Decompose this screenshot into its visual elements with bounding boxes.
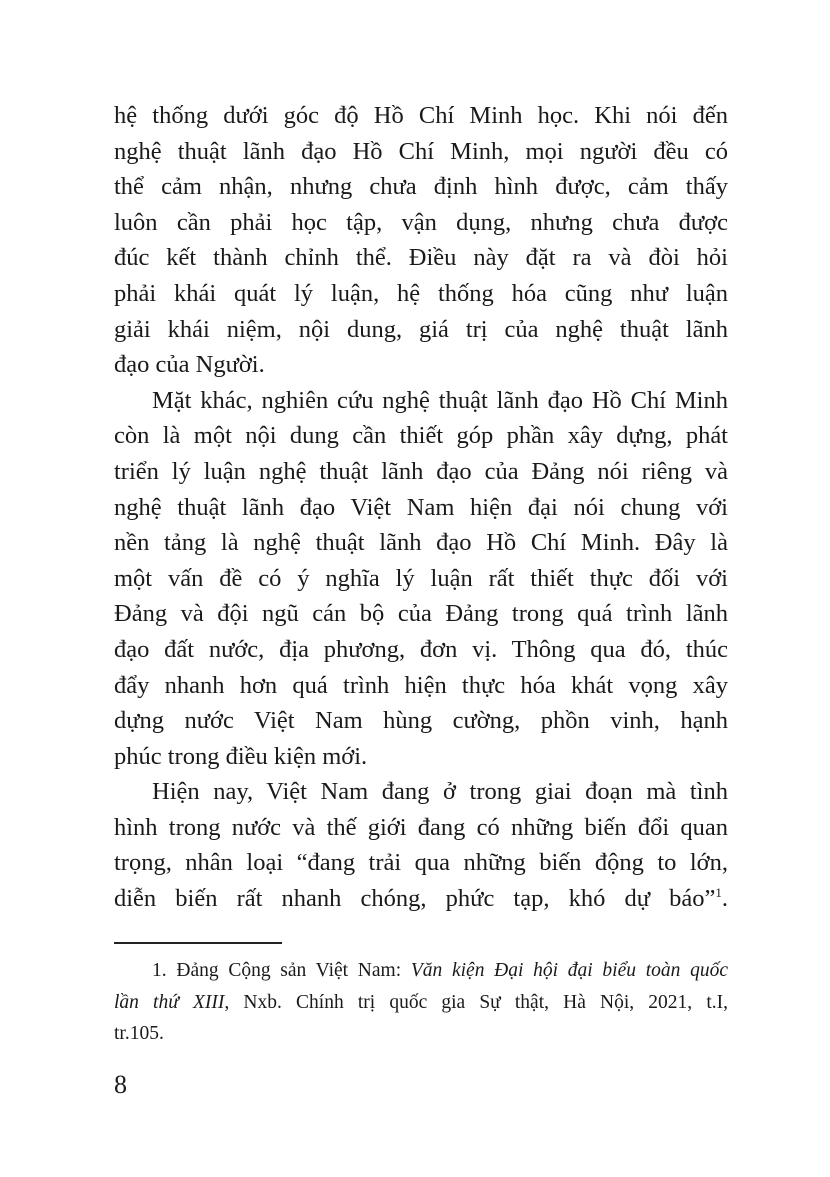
text-line: đúc kết thành chỉnh thể. Điều này đặt ra và đòi hỏi <box>114 244 728 272</box>
text-line <box>114 881 728 917</box>
footnote <box>114 955 728 1050</box>
text-line: triển lý luận nghệ thuật lãnh đạo của Đảng nói riêng và <box>114 457 728 485</box>
text-line: luôn cần phải học tập, vận dụng, nhưng chưa được <box>114 208 728 236</box>
footnote-author: Đảng Cộng sản Việt Nam: <box>176 960 402 981</box>
footnote-number: 1. <box>152 960 167 981</box>
footnote-line <box>114 955 728 987</box>
text-line: hệ thống dưới góc độ Hồ Chí Minh học. Khi nói đến <box>114 102 728 129</box>
page-number: 8 <box>114 1070 127 1099</box>
text-line: nghệ thuật lãnh đạo Việt Nam hiện đại nói chung với <box>114 493 728 521</box>
text-line: phúc trong điều kiện mới. <box>114 742 368 770</box>
text-line: nền tảng là nghệ thuật lãnh đạo Hồ Chí Minh. Đây là <box>114 529 728 557</box>
footnote-title: lần thứ XIII <box>114 991 225 1013</box>
text-segment: . <box>721 885 728 913</box>
text-line: Hiện nay, Việt Nam đang ở trong giai đoạn mà tình <box>152 778 728 806</box>
text-line: Đảng và đội ngũ cán bộ của Đảng trong quá trình lãnh <box>114 600 728 628</box>
text-line: đẩy nhanh hơn quá trình hiện thực hóa khát vọng xây <box>114 671 728 699</box>
text-line: nghệ thuật lãnh đạo Hồ Chí Minh, mọi người đều có <box>114 137 728 165</box>
text-line: thể cảm nhận, nhưng chưa định hình được, cảm thấy <box>114 173 728 201</box>
text-line: đạo của Người. <box>114 351 265 379</box>
footnote-line <box>114 987 728 1019</box>
text-line: phải khái quát lý luận, hệ thống hóa cũng như luận <box>114 279 728 307</box>
text-line: đạo đất nước, địa phương, đơn vị. Thông qua đó, thúc <box>114 635 728 663</box>
footnote-line: tr.105. <box>114 1023 164 1044</box>
footnote-reference[interactable]: 1 <box>715 884 722 900</box>
text-line: Mặt khác, nghiên cứu nghệ thuật lãnh đạo Hồ Chí Minh <box>152 386 728 414</box>
footnote-separator <box>114 942 282 944</box>
footnote-publisher: , Nxb. Chính trị quốc gia Sự thật, Hà Nội, 2021, t.I, <box>224 991 728 1013</box>
text-line: trọng, nhân loại “đang trải qua những biến động to lớn, <box>114 849 728 877</box>
text-line: còn là một nội dung cần thiết góp phần xây dựng, phát <box>114 422 728 450</box>
text-line: hình trong nước và thế giới đang có những biến đổi quan <box>114 813 728 841</box>
footnote-title: Văn kiện Đại hội đại biểu toàn quốc <box>410 960 729 981</box>
text-line: một vấn đề có ý nghĩa lý luận rất thiết thực đối với <box>114 564 728 592</box>
text-line: giải khái niệm, nội dung, giá trị của nghệ thuật lãnh <box>114 315 728 343</box>
text-line: dựng nước Việt Nam hùng cường, phồn vinh, hạnh <box>114 707 728 735</box>
text-segment: diễn biến rất nhanh chóng, phức tạp, khó dự báo” <box>114 885 716 913</box>
body-text <box>114 98 728 917</box>
